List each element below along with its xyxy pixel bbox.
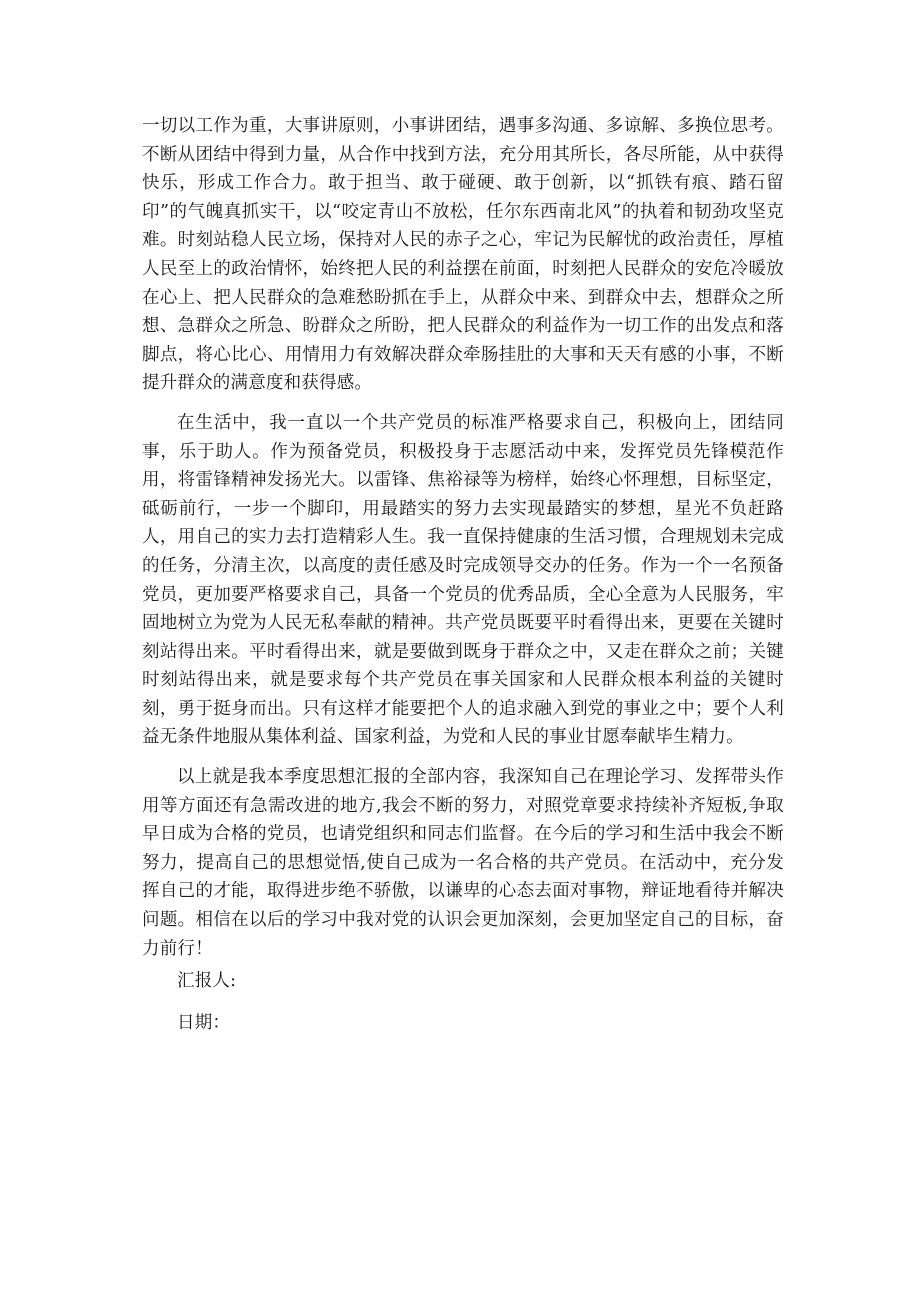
paragraph-life-conduct: 在生活中，我一直以一个共产党员的标准严格要求自己，积极向上，团结同事，乐于助人。作为预备党员，积极投身于志愿活动中来，发挥党员先锋模范作用，将雷锋精神发扬光大。以雷锋、焦裕禄等为榜样，始终心怀理想，目标坚定，砥砺前行，一步一个脚印，用最踏实的努力去实现最踏实的梦想，星光不负赶路人，用自己的实力去打造精彩人生。我一直保持健康的生活习惯，合理规划未完成的任务，分清主次，以高度的责任感及时完成领导交办的任务。作为一个一名预备党员，更加要严格要求自己，具备一个党员的优秀品质，全心全意为人民服务，牢固地树立为党为人民无私奉献的精神。共产党员既要平时看得出来，更要在关键时刻站得出来。平时看得出来，就是要做到既身于群众之中，又走在群众之前；关键时刻站得出来，就是要求每个共产党员在事关国家和人民群众根本利益的关键时刻，勇于挺身而出。只有这样才能要把个人的追求融入到党的事业之中；要个人利益无条件地服从集体利益、国家利益，为党和人民的事业甘愿奉献毕生精力。 <box>142 412 784 748</box>
paragraph-work-unity: 一切以工作为重，大事讲原则，小事讲团结，遇事多沟通、多谅解、多换位思考。不断从团结中得到力量，从合作中找到方法，充分用其所长，各尽所能，从中获得快乐，形成工作合力。敢于担当、敢于碰硬、敢于创新，以“抓铁有痕、踏石留印”的气魄真抓实干，以“咬定青山不放松，任尔东西南北风”的执着和韧劲攻坚克难。时刻站稳人民立场，保持对人民的赤子之心，牢记为民解忧的政治责任，厚植人民至上的政治情怀，始终把人民的利益摆在前面，时刻把人民群众的安危冷暖放在心上、把人民群众的急难愁盼抓在手上，从群众中来、到群众中去，想群众之所想、急群众之所急、盼群众之所盼，把人民群众的利益作为一切工作的出发点和落脚点，将心比心、用情用力有效解决群众牵肠挂肚的大事和天天有感的小事，不断提升群众的满意度和获得感。 <box>142 116 784 394</box>
paragraph-conclusion: 以上就是我本季度思想汇报的全部内容，我深知自己在理论学习、发挥带头作用等方面还有急需改进的地方,我会不断的努力，对照党章要求持续补齐短板,争取早日成为合格的党员，也请党组织和同志们监督。在今后的学习和生活中我会不断努力，提高自己的思想觉悟,使自己成为一名合格的共产党员。在活动中，充分发挥自己的才能，取得进步绝不骄傲，以谦卑的心态去面对事物，辩证地看待并解决问题。相信在以后的学习中我对党的认识会更加深刻，会更加坚定自己的目标，奋力前行！ <box>142 767 784 959</box>
reporter-label: 汇报人: <box>177 971 237 992</box>
document-body <box>142 112 784 1037</box>
date-label: 日期： <box>177 1012 231 1033</box>
